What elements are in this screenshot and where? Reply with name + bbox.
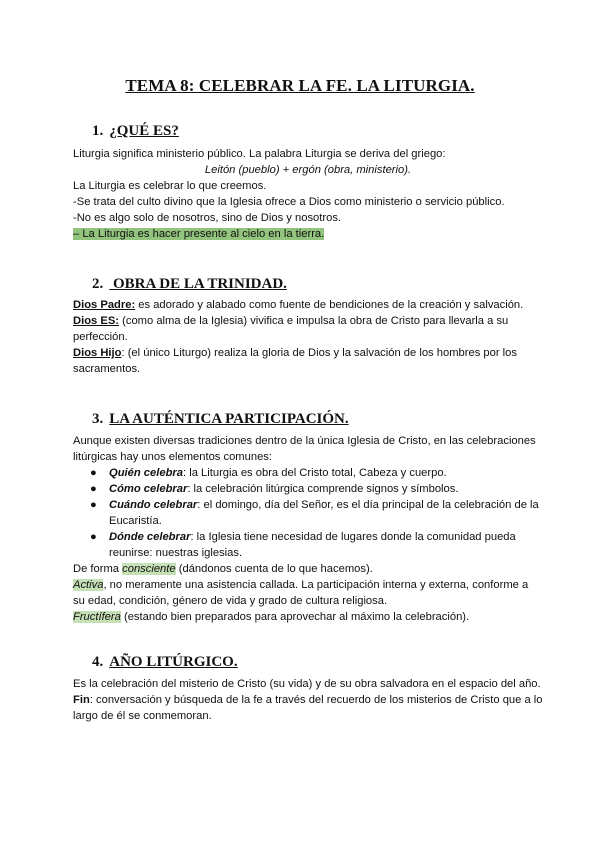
page-title: TEMA 8: CELEBRAR LA FE. LA LITURGIA. [125,76,475,95]
section-2-body [73,297,543,377]
list-item: ● Dónde celebrar: la Iglesia tiene necesidad de lugares donde la comunidad pueda reunirse: nuestras iglesias. [90,531,516,559]
highlighted-sentence: – La Liturgia es hacer presente al cielo en la tierra. [73,228,325,240]
paragraph: Aunque existen diversas tradiciones dentro de la única Iglesia de Cristo, en las celebraciones litúrgicas hay unos elementos comunes: [73,435,536,463]
bullet-icon: ● [90,483,97,495]
paragraph: Fructífera (estando bien preparados para aprovechar al máximo la celebración). [73,611,470,623]
highlight-fructifera: Fructífera [73,611,121,623]
term-fin: Fin [73,694,90,706]
paragraph: Dios ES: (como alma de la Iglesia) vivifica e impulsa la obra de Cristo para llevarla a su perfección. [73,315,509,343]
paragraph: De forma consciente (dándonos cuenta de lo que hacemos). [73,563,373,575]
paragraph: -No es algo solo de nosotros, sino de Dios y nosotros. [73,212,342,224]
highlight-consciente: consciente [122,563,176,575]
bullet-icon: ● [90,467,97,479]
list-item: ● Quién celebra: la Liturgia es obra del Cristo total, Cabeza y cuerpo. [90,467,447,479]
term-dios-es: Dios ES: [73,315,120,327]
paragraph: La Liturgia es celebrar lo que creemos. [73,180,267,192]
paragraph: Liturgia significa ministerio público. La palabra Liturgia se deriva del griego: [73,148,446,160]
paragraph: -Se trata del culto divino que la Iglesia ofrece a Dios como ministerio o servicio público. [73,196,505,208]
highlight-activa: Activa [73,579,104,591]
section-3-heading: 3. LA AUTÉNTICA PARTICIPACIÓN. [92,411,349,427]
section-1-body [73,146,543,242]
section-1-heading: 1. ¿QUÉ ES? [92,123,179,139]
paragraph: Dios Hijo: (el único Liturgo) realiza la gloria de Dios y la salvación de los hombres por los sacramentos. [73,347,517,375]
paragraph: Fin: conversación y búsqueda de la fe a través del recuerdo de los misterios de Cristo que a lo largo de él se conmemoran. [73,694,543,722]
list-item: ● Cómo celebrar: la celebración litúrgica comprende signos y símbolos. [90,483,459,495]
term-dios-hijo: Dios Hijo [73,347,122,359]
section-3-body [73,433,543,625]
paragraph: Es la celebración del misterio de Cristo (su vida) y de su obra salvadora en el espacio del año. [73,678,541,690]
bullet-icon: ● [90,531,97,543]
list-item: ● Cuándo celebrar: el domingo, día del Señor, es el día principal de la celebración de la Eucaristía. [90,499,539,527]
section-2-heading: 2. OBRA DE LA TRINIDAD. [92,276,287,292]
elements-list [73,465,543,561]
bullet-icon: ● [90,499,97,511]
section-4-heading: 4. AÑO LITÚRGICO. [92,654,238,670]
term-dios-padre: Dios Padre: [73,299,136,311]
etymology-line: Leitón (pueblo) + ergón (obra, ministerio). [204,164,412,176]
section-4-body [73,676,543,724]
paragraph: Dios Padre: es adorado y alabado como fuente de bendiciones de la creación y salvación. [73,299,524,311]
paragraph: Activa, no meramente una asistencia callada. La participación interna y externa, conforme a su edad, condición, género de vida y grado de cultura religiosa. [73,579,529,607]
